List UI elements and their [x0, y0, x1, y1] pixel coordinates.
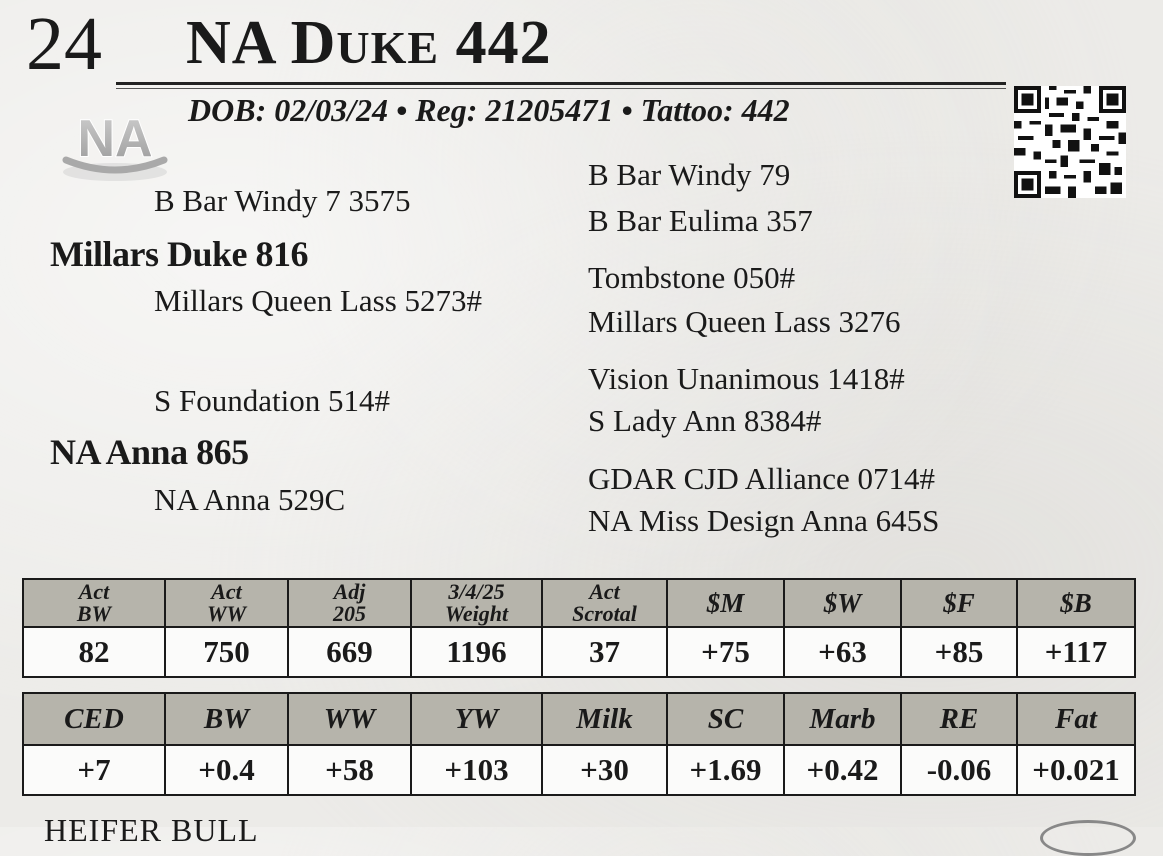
- pedigree-dam-sire: S Foundation 514#: [154, 383, 390, 418]
- performance-header-cell: $W: [784, 579, 901, 627]
- details-line: DOB: 02/03/24 • Reg: 21205471 • Tattoo: 442: [188, 92, 790, 128]
- performance-value-cell: +117: [1017, 627, 1135, 677]
- epd-value-cell: +1.69: [667, 745, 784, 795]
- epd-header-cell: CED: [23, 693, 165, 745]
- epd-header-cell: Fat: [1017, 693, 1135, 745]
- epd-header-cell: Marb: [784, 693, 901, 745]
- svg-text:NA: NA: [77, 110, 153, 168]
- epd-value-cell: +30: [542, 745, 667, 795]
- performance-value-cell: +75: [667, 627, 784, 677]
- epd-header-cell: WW: [288, 693, 411, 745]
- pedigree-ddd: NA Miss Design Anna 645S: [588, 503, 940, 538]
- pedigree-sds: Tombstone 050#: [588, 260, 796, 295]
- performance-value-cell: 669: [288, 627, 411, 677]
- pedigree-dds: GDAR CJD Alliance 0714#: [588, 461, 936, 496]
- performance-header-cell: Act Scrotal: [542, 579, 667, 627]
- epd-header-cell: Milk: [542, 693, 667, 745]
- performance-value-cell: +85: [901, 627, 1017, 677]
- animal-name-number: 442: [455, 9, 552, 77]
- epd-value-cell: -0.06: [901, 745, 1017, 795]
- performance-header-row: [23, 579, 1135, 627]
- lot-number: 24: [26, 2, 102, 86]
- performance-header-cell: Adj 205: [288, 579, 411, 627]
- epd-table: [22, 692, 1136, 796]
- epd-header-cell: RE: [901, 693, 1017, 745]
- performance-value-cell: 1196: [411, 627, 542, 677]
- pedigree-ssd: B Bar Eulima 357: [588, 203, 813, 238]
- pedigree-sss: B Bar Windy 79: [588, 157, 791, 192]
- title-rule-thin: [116, 88, 1006, 89]
- epd-value-cell: +7: [23, 745, 165, 795]
- pedigree-sire-sire: B Bar Windy 7 3575: [154, 183, 411, 218]
- epd-header-cell: BW: [165, 693, 288, 745]
- performance-values-row: [23, 627, 1135, 677]
- pedigree-dam-dam: NA Anna 529C: [154, 482, 346, 517]
- breeder-logo-icon: [58, 98, 172, 184]
- epd-value-cell: +0.4: [165, 745, 288, 795]
- epd-value-cell: +0.42: [784, 745, 901, 795]
- performance-header-cell: 3/4/25 Weight: [411, 579, 542, 627]
- pedigree-sire: Millars Duke 816: [50, 234, 308, 274]
- pedigree-dsd: S Lady Ann 8384#: [588, 403, 822, 438]
- epd-values-row: [23, 745, 1135, 795]
- performance-header-cell: Act WW: [165, 579, 288, 627]
- performance-header-cell: Act BW: [23, 579, 165, 627]
- epd-header-cell: YW: [411, 693, 542, 745]
- performance-header-cell: $M: [667, 579, 784, 627]
- performance-value-cell: 750: [165, 627, 288, 677]
- epd-value-cell: +103: [411, 745, 542, 795]
- performance-value-cell: 37: [542, 627, 667, 677]
- performance-header-cell: $F: [901, 579, 1017, 627]
- performance-table: [22, 578, 1136, 678]
- performance-value-cell: +63: [784, 627, 901, 677]
- epd-value-cell: +0.021: [1017, 745, 1135, 795]
- footer-label: HEIFER BULL: [44, 812, 259, 848]
- pedigree-dss: Vision Unanimous 1418#: [588, 361, 905, 396]
- qr-code-icon[interactable]: [1014, 86, 1126, 198]
- pedigree-dam: NA Anna 865: [50, 432, 249, 472]
- pedigree-sdd: Millars Queen Lass 3276: [588, 304, 901, 339]
- animal-name-main: DUKE: [290, 9, 440, 77]
- performance-value-cell: 82: [23, 627, 165, 677]
- title-rule: [116, 82, 1006, 85]
- epd-value-cell: +58: [288, 745, 411, 795]
- footer-badge: [1040, 820, 1136, 856]
- performance-header-cell: $B: [1017, 579, 1135, 627]
- pedigree-sire-dam: Millars Queen Lass 5273#: [154, 283, 483, 318]
- epd-header-row: [23, 693, 1135, 745]
- epd-header-cell: SC: [667, 693, 784, 745]
- animal-name: [186, 9, 552, 77]
- animal-name-prefix: NA: [186, 9, 275, 77]
